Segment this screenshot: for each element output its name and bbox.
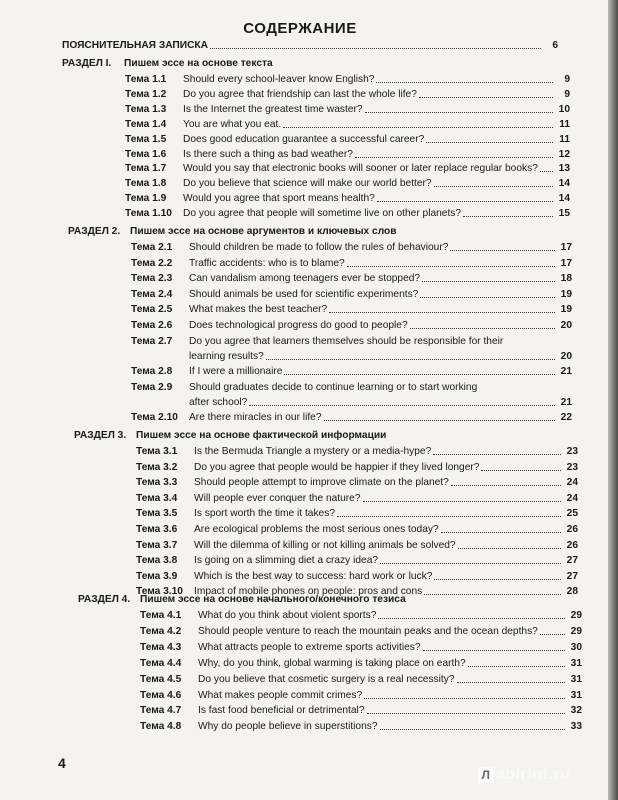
topic-page: 29 <box>570 625 582 637</box>
topic-title: Should children be made to follow the rules of behaviour? <box>189 242 449 253</box>
toc-entry <box>140 721 582 733</box>
topic-page: 31 <box>570 657 582 669</box>
topic-page: 17 <box>560 257 572 269</box>
leader-dots <box>266 359 555 360</box>
topic-title: Should every school-leaver know English? <box>183 74 375 85</box>
leader-dots <box>451 485 561 486</box>
leader-dots <box>450 250 555 251</box>
topic-label: Тема 3.2 <box>136 461 178 473</box>
topic-page: 29 <box>570 610 582 621</box>
topic-page: 26 <box>566 524 578 535</box>
section-label: РАЗДЕЛ 4. <box>78 594 131 605</box>
topic-label: Тема 3.1 <box>136 446 178 457</box>
topic-page: 14 <box>558 178 570 190</box>
topic-page: 21 <box>560 366 572 378</box>
leader-dots <box>337 516 561 517</box>
toc-entry <box>140 674 582 686</box>
topic-label: Тема 1.1 <box>125 74 167 85</box>
topic-label: Тема 3.6 <box>136 524 178 535</box>
leader-dots <box>423 650 565 651</box>
topic-label: Тема 2.1 <box>131 242 173 253</box>
toc-entry <box>131 258 572 270</box>
topic-label: Тема 4.2 <box>140 625 182 637</box>
topic-label: Тема 3.8 <box>136 555 178 567</box>
topic-label: Тема 2.4 <box>131 288 173 300</box>
toc-entry <box>136 446 578 458</box>
topic-page: 23 <box>566 446 578 457</box>
toc-entry <box>125 178 570 190</box>
toc-entry <box>136 555 578 567</box>
toc-entry <box>140 610 582 622</box>
topic-label: Тема 2.6 <box>131 320 173 331</box>
section-label: РАЗДЕЛ I. <box>62 58 112 69</box>
topic-label: Тема 4.4 <box>140 657 182 669</box>
topic-page: 14 <box>558 193 570 205</box>
topic-label: Тема 4.6 <box>140 689 182 701</box>
section-header <box>74 430 386 442</box>
leader-dots <box>249 405 555 406</box>
toc-entry <box>136 493 578 505</box>
topic-label: Тема 4.7 <box>140 705 182 717</box>
topic-page: 9 <box>564 74 570 85</box>
toc-entry <box>131 336 503 348</box>
leader-dots <box>284 374 555 375</box>
topic-title: What makes people commit crimes? <box>198 689 363 701</box>
topic-page: 24 <box>566 477 578 489</box>
topic-page: 21 <box>560 396 572 408</box>
leader-dots <box>463 216 553 217</box>
toc-entry <box>140 658 582 670</box>
topic-title: Impact of mobile phones on people: pros and cons <box>194 586 423 598</box>
topic-page: 23 <box>566 461 578 473</box>
watermark <box>478 766 570 784</box>
toc-entry <box>125 74 570 86</box>
topic-page: 22 <box>560 412 572 424</box>
leader-dots <box>434 186 553 187</box>
leader-dots <box>434 579 561 580</box>
toc-entry <box>136 540 578 552</box>
topic-label: Тема 1.5 <box>125 133 167 145</box>
leader-dots <box>540 634 565 635</box>
toc-entry <box>140 626 582 638</box>
section-header <box>78 594 406 606</box>
leader-dots <box>419 97 553 98</box>
leader-dots <box>410 328 555 329</box>
topic-page: 28 <box>566 586 578 598</box>
topic-page: 31 <box>570 689 582 701</box>
leader-dots <box>210 48 541 49</box>
topic-title: Why do people believe in superstitions? <box>198 721 378 733</box>
toc-entry <box>140 690 582 702</box>
topic-page: 11 <box>559 118 570 130</box>
topic-label: Тема 2.8 <box>131 366 173 378</box>
section-label: РАЗДЕЛ 2. <box>68 226 121 237</box>
topic-page: 15 <box>558 208 570 220</box>
topic-title: Traffic accidents: who is to blame? <box>189 257 345 269</box>
toc-entry <box>131 304 572 316</box>
topic-title: Do you agree that people would be happier if they lived longer? <box>194 461 480 473</box>
leader-dots <box>458 548 561 549</box>
topic-title-cont: after school? <box>189 396 248 408</box>
leader-dots <box>355 157 553 158</box>
toc-entry <box>125 134 570 146</box>
toc-entry <box>125 89 570 101</box>
leader-dots <box>426 142 553 143</box>
leader-dots <box>468 666 565 667</box>
watermark-text: abirint.ru <box>496 766 571 783</box>
leader-dots <box>380 729 565 730</box>
topic-title: What attracts people to extreme sports activities? <box>198 641 421 653</box>
topic-label: Тема 2.5 <box>131 304 173 316</box>
topic-label: Тема 1.3 <box>125 103 167 115</box>
topic-page: 32 <box>570 705 582 717</box>
leader-dots <box>424 594 561 595</box>
toc-entry <box>125 193 570 205</box>
topic-page: 31 <box>570 673 582 685</box>
toc-entry <box>125 208 570 220</box>
page-title: СОДЕРЖАНИЕ <box>243 20 357 37</box>
intro-label: ПОЯСНИТЕЛЬНАЯ ЗАПИСКА <box>62 40 209 51</box>
topic-page: 11 <box>559 133 570 145</box>
topic-page: 10 <box>558 103 570 115</box>
section-title: Пишем эссе на основе начального/конечного тезиса <box>140 594 406 605</box>
topic-page: 33 <box>570 721 582 733</box>
topic-title: Is sport worth the time it takes? <box>194 508 335 520</box>
toc-entry <box>125 104 570 116</box>
topic-page: 30 <box>570 641 582 653</box>
topic-page: 18 <box>560 273 572 285</box>
toc-entry <box>136 571 578 583</box>
leader-dots <box>457 682 565 683</box>
section-label: РАЗДЕЛ 3. <box>74 430 127 441</box>
topic-title-cont: learning results? <box>189 350 264 362</box>
topic-label: Тема 1.4 <box>125 118 167 130</box>
topic-title: Is the Bermuda Triangle a mystery or a media-hype? <box>194 446 432 457</box>
intro-entry <box>62 40 558 52</box>
topic-page: 17 <box>560 242 572 253</box>
section-title: Пишем эссе на основе аргументов и ключевых слов <box>130 226 397 237</box>
leader-dots <box>367 713 566 714</box>
toc-entry <box>131 273 572 285</box>
topic-title: Do you believe that science will make our world better? <box>183 178 432 190</box>
leader-dots <box>380 563 561 564</box>
topic-title: If I were a millionaire <box>189 366 283 378</box>
topic-label: Тема 3.3 <box>136 477 178 489</box>
topic-title: Is the Internet the greatest time waster? <box>183 103 363 115</box>
topic-title: Will people ever conquer the nature? <box>194 492 361 504</box>
leader-dots <box>481 470 561 471</box>
topic-label: Тема 3.4 <box>136 492 178 504</box>
topic-label: Тема 3.5 <box>136 508 178 520</box>
topic-page: 24 <box>566 492 578 504</box>
leader-dots <box>347 266 555 267</box>
topic-title: Would you say that electronic books will sooner or later replace regular books? <box>183 163 538 175</box>
leader-dots <box>324 420 556 421</box>
topic-page: 19 <box>560 304 572 316</box>
topic-label: Тема 2.2 <box>131 257 173 269</box>
leader-dots <box>377 201 553 202</box>
section-title: Пишем эссе на основе фактической информации <box>136 430 387 441</box>
topic-label: Тема 2.7 <box>131 335 173 347</box>
leader-dots <box>378 618 565 619</box>
toc-entry <box>131 366 572 378</box>
toc-entry <box>140 705 582 717</box>
topic-title: Is there such a thing as bad weather? <box>183 148 353 160</box>
topic-title: Do you believe that cosmetic surgery is a real necessity? <box>198 673 455 685</box>
topic-title: Can vandalism among teenagers ever be stopped? <box>189 273 421 285</box>
topic-page: 20 <box>560 320 572 331</box>
topic-title: Does technological progress do good to people? <box>189 320 408 331</box>
topic-page: 19 <box>560 288 572 300</box>
topic-page: 27 <box>566 570 578 582</box>
topic-title: Should graduates decide to continue learning or to start working <box>189 381 478 393</box>
toc-entry <box>131 242 572 254</box>
topic-label: Тема 1.9 <box>125 193 167 205</box>
topic-title: Should animals be used for scientific experiments? <box>189 288 419 300</box>
topic-label: Тема 3.10 <box>136 586 183 598</box>
leader-dots <box>364 698 565 699</box>
topic-title: Should people attempt to improve climate on the planet? <box>194 477 449 489</box>
topic-title: What do you think about violent sports? <box>198 610 377 621</box>
toc-entry <box>131 320 572 332</box>
toc-entry <box>131 412 572 424</box>
topic-label: Тема 4.5 <box>140 673 182 685</box>
topic-title: Is fast food beneficial or detrimental? <box>198 705 365 717</box>
leader-dots <box>433 454 561 455</box>
topic-title: Is going on a slimming diet a crazy idea? <box>194 555 379 567</box>
toc-entry <box>136 508 578 520</box>
topic-title: Which is the best way to success: hard work or luck? <box>194 570 433 582</box>
topic-label: Тема 1.8 <box>125 178 167 190</box>
topic-title: Do you agree that friendship can last the whole life? <box>183 88 417 100</box>
page-edge-shadow <box>608 0 618 800</box>
leader-dots <box>441 532 561 533</box>
topic-title: Do you agree that learners themselves should be responsible for their <box>189 335 504 347</box>
leader-dots <box>540 171 553 172</box>
topic-label: Тема 4.3 <box>140 641 182 653</box>
toc-entry <box>125 149 570 161</box>
topic-page: 13 <box>558 163 570 175</box>
topic-label: Тема 2.9 <box>131 381 173 393</box>
topic-title: Would you agree that sport means health? <box>183 193 375 205</box>
topic-page: 27 <box>566 555 578 567</box>
leader-dots <box>422 281 555 282</box>
topic-label: Тема 3.7 <box>136 539 178 551</box>
topic-label: Тема 4.1 <box>140 610 182 621</box>
topic-label: Тема 3.9 <box>136 570 178 582</box>
leader-dots <box>365 112 553 113</box>
page-number: 4 <box>58 755 66 771</box>
topic-title: Why, do you think, global warming is taking place on earth? <box>198 657 466 669</box>
leader-dots <box>420 297 555 298</box>
topic-label: Тема 1.10 <box>125 208 172 220</box>
labirint-logo-icon: Л <box>478 767 494 783</box>
topic-title: Will the dilemma of killing or not killing animals be solved? <box>194 539 456 551</box>
toc-entry <box>125 163 570 175</box>
toc-entry <box>136 524 578 536</box>
topic-title: Does good education guarantee a successful career? <box>183 133 425 145</box>
topic-label: Тема 1.2 <box>125 88 167 100</box>
intro-page: 6 <box>552 40 558 51</box>
toc-entry <box>131 289 572 301</box>
topic-title: Are there miracles in our life? <box>189 412 322 424</box>
toc-entry <box>136 462 578 474</box>
section-header <box>62 58 273 70</box>
topic-title: Do you agree that people will sometime live on other planets? <box>183 208 462 220</box>
toc-entry-continuation <box>189 351 572 363</box>
topic-title: Are ecological problems the most serious ones today? <box>194 524 439 535</box>
toc-entry <box>125 119 570 131</box>
leader-dots <box>283 127 553 128</box>
topic-label: Тема 1.7 <box>125 163 167 175</box>
topic-page: 25 <box>566 508 578 520</box>
topic-label: Тема 1.6 <box>125 148 167 160</box>
section-title: Пишем эссе на основе текста <box>124 58 273 69</box>
topic-label: Тема 4.8 <box>140 721 182 733</box>
toc-entry-continuation <box>189 397 572 409</box>
topic-page: 20 <box>560 350 572 362</box>
leader-dots <box>363 501 562 502</box>
section-header <box>68 226 397 238</box>
toc-entry <box>140 642 582 654</box>
topic-page: 12 <box>558 148 570 160</box>
topic-label: Тема 2.10 <box>131 412 178 424</box>
topic-label: Тема 2.3 <box>131 273 173 285</box>
topic-title: You are what you eat. <box>183 118 282 130</box>
topic-page: 9 <box>564 88 570 100</box>
toc-entry <box>136 477 578 489</box>
leader-dots <box>329 312 555 313</box>
topic-page: 26 <box>566 539 578 551</box>
leader-dots <box>376 82 553 83</box>
topic-title: Should people venture to reach the mountain peaks and the ocean depths? <box>198 625 538 637</box>
topic-title: What makes the best teacher? <box>189 304 328 316</box>
toc-entry <box>131 382 477 394</box>
